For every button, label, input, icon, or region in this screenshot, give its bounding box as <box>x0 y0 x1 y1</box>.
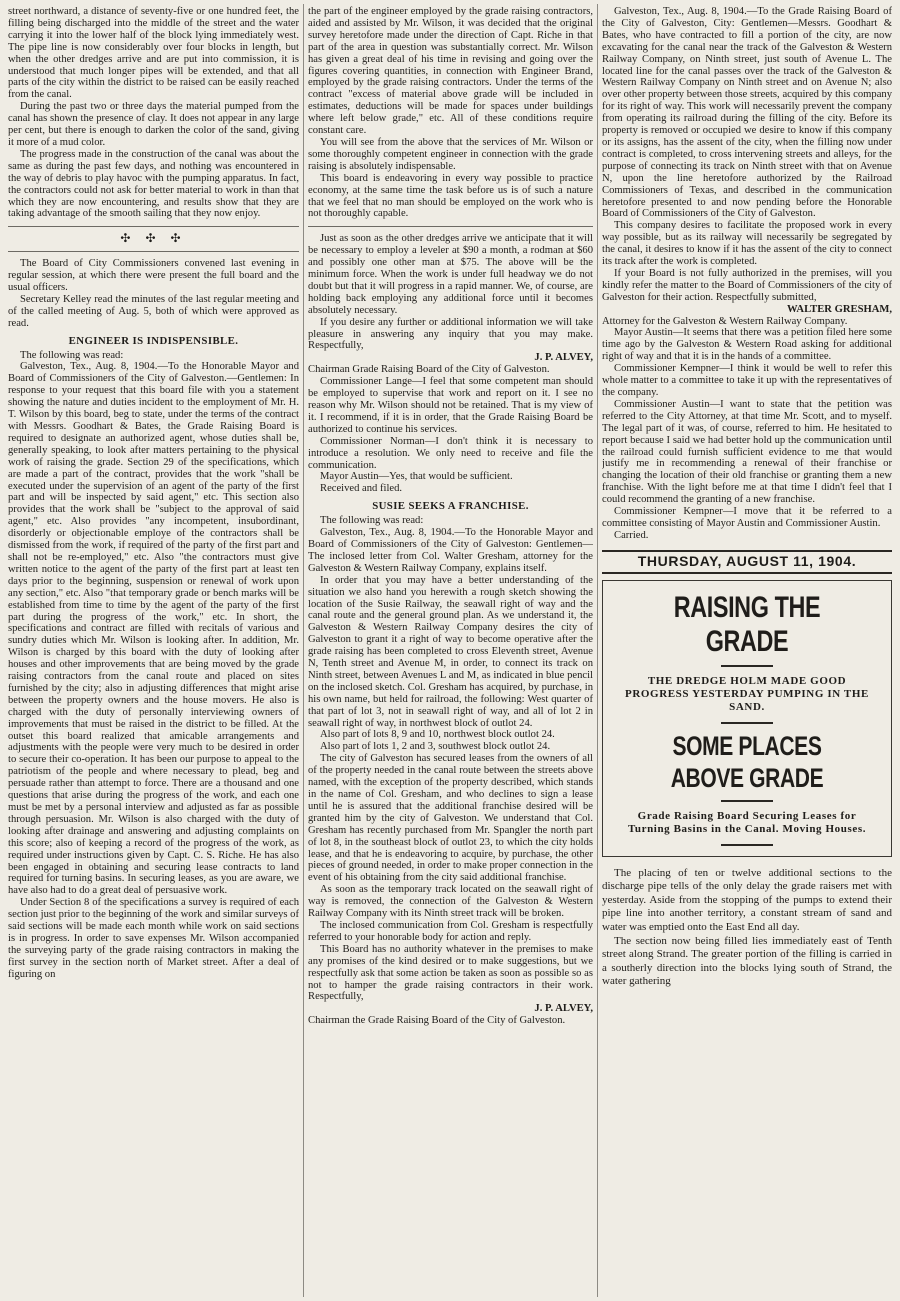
column-2 <box>308 6 593 1295</box>
paragraph: Under Section 8 of the specifications a survey is required of each section just prior to the beginning of the work and similar surveys of said sections will be made each month while work on said sections is in progress. In order to save expenses Mr. Wilson accompanied the surveying party of the grade raising contractors in making the first survey in the section north of Market street. After a deal of figuring on <box>8 897 299 980</box>
paragraph: street northward, a distance of seventy-five or one hundred feet, the filling being discharged into the middle of the street and the water carrying it into the lower half of the block lying immediately west. The pipe line is now considerably over four blocks in length, but when the other dredges arrive and are put into commission, it is understood that much longer pipes will be extended, and that all parts of the city within the district to be raised can be easily reached from the canal. <box>8 6 299 101</box>
signature-title: Attorney for the Galveston & Western Railway Company. <box>602 315 848 327</box>
headline: RAISING THE GRADE <box>673 590 821 658</box>
paragraph: If your Board is not fully authorized in the premises, will you kindly refer the matter to the Board of Commissioners of the city of Galveston for their action. Respectfully submitted, <box>602 267 892 303</box>
paragraph: Just as soon as the other dredges arrive we anticipate that it will be necessary to employ a leveler at $90 a month, a rodman at $60 and possibly one other man at $75. The above will be the minimum force. When the work is under full headway we do not doubt but that it will progress in a rapid manner. We, of course, are holding back employing any additional force until it becomes absolutely necessary. <box>308 233 593 316</box>
column-1 <box>8 6 299 1295</box>
paragraph: Commissioner Kempner—I move that it be referred to a committee consisting of Mayor Austin and Commissioner Austin. <box>602 506 892 529</box>
divider <box>721 844 773 846</box>
paragraph: The following was read: <box>320 515 424 527</box>
signature-title: Chairman the Grade Raising Board of the City of Galveston. <box>308 1015 566 1027</box>
paragraph: The inclosed communication from Col. Gresham is respectfully referred to your honorable body for action and reply. <box>308 919 593 943</box>
divider <box>721 800 773 802</box>
paragraph: As soon as the temporary track located on the seawall right of way is removed, the connection of the Galveston & Western Railway Company with its Ninth street track will be broken. <box>308 884 593 920</box>
divider <box>308 226 593 227</box>
section-heading: SUSIE SEEKS A FRANCHISE. <box>372 500 529 513</box>
paragraph: Mayor Austin—It seems that there was a petition filed here some time ago by the Galveston & Western Road asking for additional right of way and that it is in the hands of a committee. <box>602 327 892 363</box>
column-rule <box>303 4 304 1297</box>
paragraph: Galveston, Tex., Aug. 8, 1904.—To the Grade Raising Board of the City of Galveston, City: Gentlemen—Messrs. Goodhart & Bates, who have contracted to fill a portion of the city, are now excavating for the canal near the track of the Galveston & Western Railway Company, on Ninth street, just south of Avenue L. The located line for the canal passes over the track of the Galveston & Western Railway Company on Ninth street and on Avenue N; also over other property between those streets, acquired by this company for its right of way. This work will necessarily prevent the company from operating its railroad during the filling of the city. Before its property is removed or occupied we desire to know if this company or its assigns, has the assent of the city, when the filling now under contract is completed, to cross intervening streets and alleys, for the purpose of connecting its track on Ninth street with that on Avenue N, upon the line heretofore authorized by the Railroad Commissioners of Texas, and described in the communication heretofore presented to and now pending before the Honorable Board of Commissioners of the City of Galveston. <box>602 6 892 220</box>
signature: J. P. ALVEY, <box>534 1003 593 1015</box>
paragraph: This Board has no authority whatever in the premises to make any promises of the kind desired or to make suggestions, but we respectfully ask that some action be taken as soon as possible so as not to hamper the grade raising contractors in their work. Respectfully, <box>308 943 593 1003</box>
paragraph: The city of Galveston has secured leases from the owners of all of the property needed in the canal route between the streets above named, with the exception of the property described, which stands in the name of Col. Gresham, and who declines to sign a lease until he is assured that the additional franchise desired will be granted him by the city of Galveston. We understand that Col. Gresham has recently purchased from Mr. Spangler the north part of lot 8, in the southeast block of outlot 23, to which the city holds lease, and that he is endeavoring to acquire, by purchase, the other pieces of ground needed, in order to make proper connection in the event of his obtaining from the city said additional franchise. <box>308 753 593 884</box>
paragraph: In order that you may have a better understanding of the situation we also hand you herewith a rough sketch showing the location of the Susie Railway, the seawall right of way and the canal route and the general ground plan. As we understand it, the Galveston & Western Railway Company desires the city of Galveston to grant it a right of way to become operative after the grade raising has been completed to cross Eleventh street, Avenue N, Tenth street and Avenue M, in order, to connect its track on Ninth street, between Avenues L and M, as indicated in blue pencil on the inclosed sketch. Col. Gresham has acquired, by purchase, in his own name, but held for railroad, the following: West quarter of that part of lot 3, not in seawall right of way, and all of lot 2 in seawall right of way, in northwest block of outlot 24. <box>308 574 593 729</box>
paragraph: Received and filed. <box>320 483 403 495</box>
subheadline: Grade Raising Board Securing Leases for Turning Basins in the Canal. Moving Houses. <box>627 809 867 835</box>
paragraph: This company desires to facilitate the proposed work in every way possible, but as its railway will necessarily be segregated by the canal, it desires to know if it has the assent of the city to connect its track after the work is completed. <box>602 220 892 268</box>
signature: J. P. ALVEY, <box>534 352 593 364</box>
paragraph: Commissioner Austin—I want to state that the petition was referred to the City Attorney, at that time Mr. Scott, and to myself. The legal part of it was, of course, referred to him. He hesitated to report because I said we had better hold up the communication until the railroad could furnish sufficient evidence to me that would justify me in recommending a renewal of their franchise or changing the location of their old franchise or granting them a new franchise. With the light before me at that time I didn't feel that I could recommend the granting of a new franchise. <box>602 398 892 506</box>
paragraph: Commissioner Kempner—I think it would be well to refer this whole matter to a committee to take it up with the representatives of the company. <box>602 363 892 398</box>
paragraph: The placing of ten or twelve additional sections to the discharge pipe tells of the only delay the grade raisers met with yesterday. Aside from the stopping of the pumps to extend their pipe line into another territory, a constant stream of sand and water was emptied onto the East End all day. <box>602 866 892 934</box>
paragraph: Also part of lots 8, 9 and 10, northwest block outlot 24. <box>320 729 555 741</box>
paragraph: Secretary Kelley read the minutes of the last regular meeting and of the called meeting of Aug. 5, both of which were approved as read. <box>8 293 299 329</box>
paragraph: If you desire any further or additional information we will take pleasure in answering any inquiry that you may make. Respectfully, <box>308 316 593 352</box>
paragraph: Also part of lots 1, 2 and 3, southwest block outlot 24. <box>320 741 551 753</box>
dateline: THURSDAY, AUGUST 11, 1904. <box>602 550 892 574</box>
paragraph: Commissioner Lange—I feel that some competent man should be employed to supervise that work and report on it. I see no reason why Mr. Wilson should not be retained. That is my view of it. I recommend, if it is in order, that the Grade Raising Board be authorized to continue his services. <box>308 376 593 435</box>
paragraph: The section now being filled lies immediately east of Tenth street along Strand. The greater portion of the filling is carried in a southerly direction into the blocks lying south of Strand, the water gathering <box>602 934 892 988</box>
headline: SOME PLACES ABOVE GRADE <box>670 730 824 793</box>
paragraph: You will see from the above that the services of Mr. Wilson or some thoroughly competent engineer in connection with the grade raising is absolutely indispensable. <box>308 136 593 172</box>
paragraph: Galveston, Tex., Aug. 8, 1904.—To the Honorable Mayor and Board of Commissioners of the City of Galveston: Gentlemen—The inclosed letter from Col. Walter Gresham, attorney for the Galveston & Western Railway Company, explains itself. <box>308 527 593 574</box>
paragraph: The Board of City Commissioners convened last evening in regular session, at which there were present the full board and the usual officers. <box>8 258 299 294</box>
divider <box>8 226 299 227</box>
paragraph: Galveston, Tex., Aug. 8, 1904.—To the Honorable Mayor and Board of Commissioners of the City of Galveston.—Gentlemen: In response to your request that this board file with you a statement showing the nature and duties incident to the employment of Mr. H. T. Wilson by this board, beg to state, under the terms of the contract with Messrs. Goodhart & Bates, the Grade Raising Board is required to designate an authorized agent, whose duties shall be, generally speaking, to look after matters pertaining to the physical work of raising the grade. Section 29 of the specifications, which are made a part of the contract, provides that the work "shall be executed under the supervision of an agent of the party of the first part and will be inspected by said agent," etc. This section also provides that the work shall be "subject to the approval of said agent," etc. Also provides "any incompetent, insubordinant, disorderly or objectionable employe of the contractors shall be dismissed from the work, if required of the party of the first part and shall not be re-employed," etc. Also "the contractors must give written notice to the agent of the party of the first part at least ten days prior to the beginning, suspension or renewal of work upon any section," etc. Also "that temporary grade or bench marks will be established from time to time by the agent of the party of the first part during the progress of the work," etc. In short, the specifications and contract are filled with recitals of various and sundry duties which Mr. Wilson is looking after. In addition, Mr. Wilson is charged by this board with the duty of looking after houses and other improvements that are being moved by the grade raising contractors from the canal route and placed on sites furnished by the city; also in adjusting differences that might arise between the property owners and the house movers. He also is charged with the duty of personally interviewing owners of improvements that must be raised in the district to be filled. At the outset this board realized that amicable arrangements and adjustments with the people were very much to be desired in order to secure their co-operation. It has been our purpose to appeal to the patriotism of the people and where necessary to plead, beg and persuade rather than attempt to force. There are a thousand and one questions that arise during the progress of the work, and each one must be met by a personal interview and adjusted as far as possible through persuasion. Mr. Wilson is also charged with the duty of looking after drainage and answering and adjusting complaints on this score; also of keeping a record of the progress of the work, as required under instructions given by Capt. C. S. Riche. He has also been engaged in obtaining and securing lease contracts to land required for turning basins. In securing leases, as you are aware, we have also had to do a great deal of persuasive work. <box>8 361 299 897</box>
column-rule <box>597 4 598 1297</box>
divider <box>721 722 773 724</box>
paragraph: Mayor Austin—Yes, that would be sufficient. <box>320 471 513 483</box>
paragraph: the part of the engineer employed by the grade raising contractors, aided and assisted by Mr. Wilson, it was decided that the original survey heretofore made under the direction of Capt. Riche in that part of the area in question was substantially correct. Mr. Wilson has given a great deal of his time in revising and going over the figures covering quantities, in connection with Engineer Brand, employed by the grade raising contractors. Under the terms of the contract "excess of material above grade will be included in estimates, deductions will be made for spaces under buildings where left below grade," etc. All of these conditions require constant care. <box>308 6 593 137</box>
paragraph: Carried. <box>614 529 649 541</box>
signature: WALTER GRESHAM, <box>787 303 892 315</box>
divider <box>8 251 299 252</box>
column-3 <box>602 6 892 1295</box>
paragraph: The following was read: <box>20 349 124 361</box>
paragraph: The progress made in the construction of the canal was about the same as during the past few days, and nothing was encountered in the way of debris to play havoc with the pumping apparatus. In fact, the contractors could not ask for better material to work in than that which they are now encountering, and results show that they are taking advantage of the smooth sailing that they now enjoy. <box>8 148 299 220</box>
section-break: ✣ ✣ ✣ <box>120 231 187 246</box>
signature-title: Chairman Grade Raising Board of the City of Galveston. <box>308 364 550 376</box>
section-heading: ENGINEER IS INDISPENSIBLE. <box>68 334 239 347</box>
paragraph: During the past two or three days the material pumped from the canal has shown the presence of clay. It does not appear in any large per cent, but there is enough to darken the color of the sand, giving it more of a mud color. <box>8 101 299 148</box>
divider <box>721 665 773 667</box>
paragraph: This board is endeavoring in every way possible to practice economy, at the same time the task before us is of such a nature that we feel that no man should be employed on the work who is not thoroughly capable. <box>308 172 593 220</box>
paragraph: Commissioner Norman—I don't think it is necessary to introduce a resolution. We only need to receive and file the communication. <box>308 435 593 471</box>
article-header <box>602 580 892 857</box>
subheadline: THE DREDGE HOLM MADE GOOD PROGRESS YESTERDAY PUMPING IN THE SAND. <box>625 674 869 713</box>
